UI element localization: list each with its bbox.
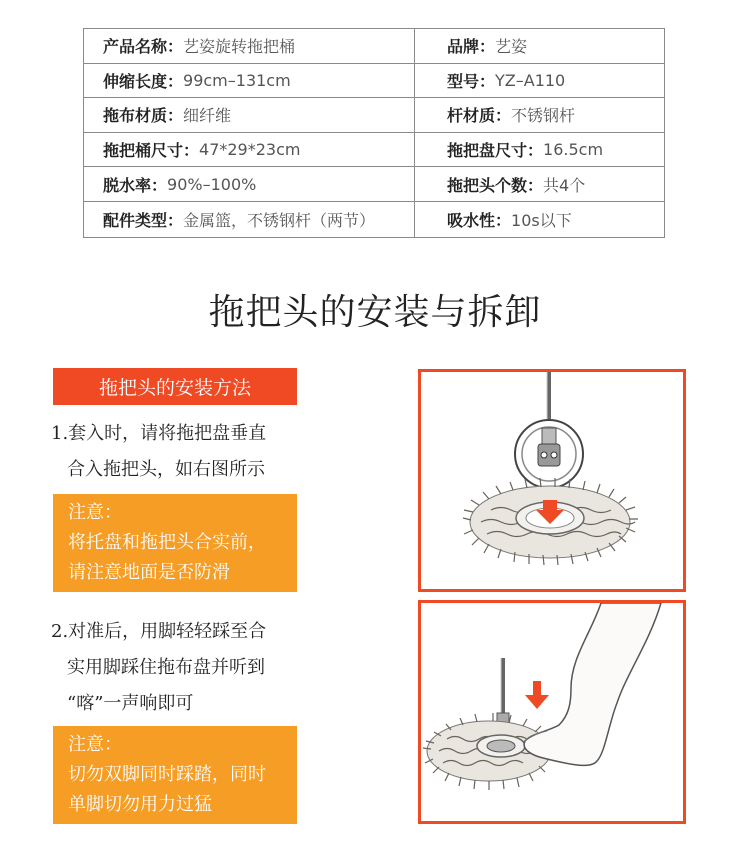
spec-label: 配件类型：	[103, 210, 184, 230]
spec-value: 金属篮，不锈钢杆（两节）	[183, 210, 376, 230]
note-1-title: 注意：	[68, 502, 122, 523]
step-2	[51, 614, 301, 722]
spec-cell	[84, 133, 415, 167]
spec-label: 吸水性：	[447, 210, 512, 230]
note-2	[53, 726, 297, 824]
spec-row	[84, 167, 664, 202]
spec-value: 90%–100%	[167, 174, 257, 194]
spec-value: 10s以下	[511, 210, 572, 230]
spec-row	[84, 202, 664, 237]
spec-label: 伸缩长度：	[103, 71, 184, 91]
spec-value: YZ–A110	[495, 70, 566, 90]
spec-cell	[415, 167, 664, 201]
spec-value: 共4个	[543, 175, 586, 195]
spec-row	[84, 29, 664, 64]
note-2-line-2: 切勿双脚同时踩踏，同时	[68, 764, 266, 785]
foot-step-illustration	[421, 603, 683, 821]
spec-label: 型号：	[447, 71, 496, 91]
spec-cell	[84, 64, 415, 98]
spec-value: 47*29*23cm	[199, 140, 301, 160]
step-1	[51, 416, 301, 488]
install-illustration-2	[418, 600, 686, 824]
note-1-line-2: 将托盘和拖把头合实前，	[68, 532, 266, 553]
step-2-line-1: 2.对准后，用脚轻轻踩至合	[51, 621, 267, 642]
spec-cell	[415, 98, 664, 132]
spec-cell	[84, 98, 415, 132]
spec-value: 16.5cm	[543, 140, 604, 160]
spec-value: 艺姿旋转拖把桶	[183, 37, 296, 57]
spec-cell	[415, 202, 664, 237]
spec-row	[84, 64, 664, 99]
spec-label: 拖把桶尺寸：	[103, 141, 200, 161]
spec-cell	[84, 202, 415, 237]
note-2-line-3: 单脚切勿用力过猛	[68, 794, 212, 815]
step-2-line-3: “喀”一声响即可	[67, 693, 194, 714]
spec-label: 杆材质：	[447, 106, 512, 126]
spec-value: 艺姿	[495, 37, 528, 57]
spec-table	[83, 28, 665, 238]
method-header: 拖把头的安装方法	[53, 368, 297, 405]
spec-value: 99cm–131cm	[183, 70, 291, 90]
spec-cell	[415, 29, 664, 63]
spec-label: 产品名称：	[103, 37, 184, 57]
spec-cell	[84, 167, 415, 201]
mop-plate-insert-illustration	[421, 372, 683, 589]
spec-label: 品牌：	[447, 37, 496, 57]
step-2-line-2: 实用脚踩住拖布盘并听到	[67, 657, 265, 678]
note-2-title: 注意：	[68, 734, 122, 755]
note-1-line-3: 请注意地面是否防滑	[68, 562, 230, 583]
spec-row	[84, 133, 664, 168]
spec-label: 拖布材质：	[103, 106, 184, 126]
install-illustration-1	[418, 369, 686, 592]
spec-value: 细纤维	[183, 106, 232, 126]
spec-cell	[84, 29, 415, 63]
note-1	[53, 494, 297, 592]
spec-value: 不锈钢杆	[511, 106, 576, 126]
spec-label: 拖把头个数：	[447, 175, 544, 195]
step-1-line-2: 合入拖把头，如右图所示	[67, 459, 265, 480]
spec-row	[84, 98, 664, 133]
spec-cell	[415, 133, 664, 167]
step-1-line-1: 1.套入时，请将拖把盘垂直	[51, 423, 267, 444]
section-title: 拖把头的安装与拆卸	[208, 292, 542, 333]
spec-label: 脱水率：	[103, 175, 168, 195]
spec-cell	[415, 64, 664, 98]
spec-label: 拖把盘尺寸：	[447, 141, 544, 161]
